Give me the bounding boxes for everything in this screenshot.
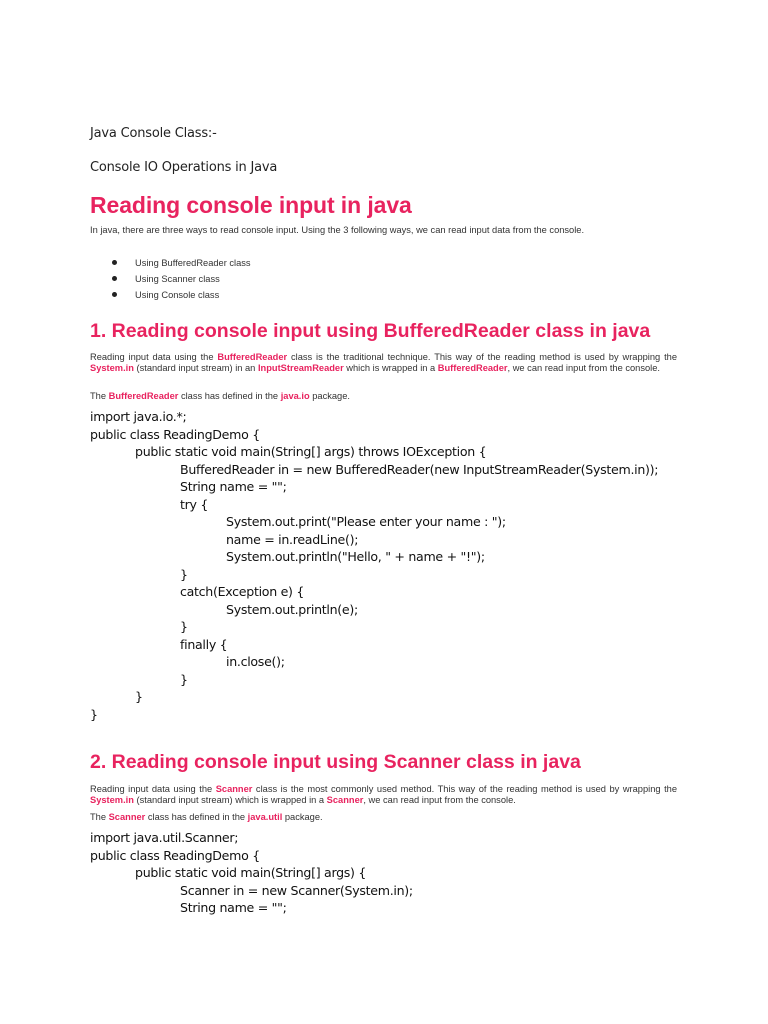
code-line: System.out.println("Hello, " + name + "!"); bbox=[226, 549, 485, 564]
code-line: try { bbox=[180, 497, 209, 512]
list-item: Using BufferedReader class bbox=[135, 258, 251, 268]
code-line: finally { bbox=[180, 637, 228, 652]
code-line: name = in.readLine(); bbox=[226, 532, 359, 547]
code-line: String name = ""; bbox=[180, 479, 287, 494]
paragraph-text: (standard input stream) which is wrapped in a bbox=[133, 795, 327, 805]
note-text: The bbox=[90, 391, 109, 401]
code-line: String name = ""; bbox=[180, 900, 287, 915]
code-line: import java.util.Scanner; bbox=[90, 830, 239, 845]
section1-note bbox=[90, 391, 350, 402]
intro-paragraph: In java, there are three ways to read console input. Using the 3 following ways, we can read input data from the console. bbox=[90, 225, 585, 235]
bullet-dot-icon bbox=[112, 260, 117, 265]
main-heading: Reading console input in java bbox=[90, 192, 412, 218]
keyword-system-in: System.in bbox=[90, 795, 134, 805]
keyword-scanner: Scanner bbox=[108, 812, 146, 822]
code-line: System.out.println(e); bbox=[226, 602, 358, 617]
keyword-bufferedreader: BufferedReader bbox=[437, 363, 508, 373]
note-text: package. bbox=[309, 391, 350, 401]
code-line: BufferedReader in = new BufferedReader(new InputStreamReader(System.in)); bbox=[180, 462, 659, 477]
paragraph-text: Reading input data using the bbox=[90, 352, 218, 362]
code-line: import java.io.*; bbox=[90, 409, 187, 424]
code-line: } bbox=[180, 567, 188, 582]
paragraph-text: class is the most commonly used method. This way of the reading method is used by wrapping the bbox=[252, 784, 678, 794]
keyword-scanner: Scanner bbox=[215, 784, 253, 794]
code-line: } bbox=[180, 672, 188, 687]
doc-title-line: Java Console Class:- bbox=[90, 126, 217, 141]
keyword-bufferedreader: BufferedReader bbox=[217, 352, 288, 362]
paragraph-text: (standard input stream) in an bbox=[133, 363, 258, 373]
code-line: public static void main(String[] args) { bbox=[135, 865, 367, 880]
code-line: } bbox=[180, 619, 188, 634]
keyword-scanner: Scanner bbox=[326, 795, 364, 805]
section2-note bbox=[90, 812, 323, 823]
paragraph-text: , we can read input from the console. bbox=[507, 363, 660, 373]
code-line: } bbox=[90, 707, 98, 722]
code-line: System.out.print("Please enter your name : "); bbox=[226, 514, 506, 529]
keyword-java-util: java.util bbox=[247, 812, 283, 822]
note-text: The bbox=[90, 812, 109, 822]
section2-heading: 2. Reading console input using Scanner class in java bbox=[90, 751, 581, 773]
paragraph-text: , we can read input from the console. bbox=[363, 795, 516, 805]
code-line: } bbox=[135, 689, 143, 704]
bullet-dot-icon bbox=[112, 276, 117, 281]
keyword-system-in: System.in bbox=[90, 363, 134, 373]
list-item: Using Console class bbox=[135, 290, 220, 300]
paragraph-text: class is the traditional technique. This way of the reading method is used by wrapping the bbox=[287, 352, 677, 362]
note-text: class has defined in the bbox=[178, 391, 281, 401]
list-item: Using Scanner class bbox=[135, 274, 220, 284]
code-line: Scanner in = new Scanner(System.in); bbox=[180, 883, 413, 898]
section1-heading: 1. Reading console input using BufferedReader class in java bbox=[90, 320, 651, 342]
section2-paragraph bbox=[90, 784, 677, 806]
note-text: package. bbox=[282, 812, 323, 822]
code-line: in.close(); bbox=[226, 654, 285, 669]
code-line: public class ReadingDemo { bbox=[90, 427, 260, 442]
paragraph-text: which is wrapped in a bbox=[343, 363, 438, 373]
code-line: catch(Exception e) { bbox=[180, 584, 305, 599]
paragraph-text: Reading input data using the bbox=[90, 784, 216, 794]
keyword-inputstreamreader: InputStreamReader bbox=[257, 363, 344, 373]
bullet-dot-icon bbox=[112, 292, 117, 297]
code-line: public static void main(String[] args) throws IOException { bbox=[135, 444, 487, 459]
keyword-bufferedreader: BufferedReader bbox=[108, 391, 179, 401]
code-line: public class ReadingDemo { bbox=[90, 848, 260, 863]
keyword-java-io: java.io bbox=[280, 391, 310, 401]
section1-paragraph bbox=[90, 352, 677, 374]
doc-subtitle-line: Console IO Operations in Java bbox=[90, 160, 278, 175]
note-text: class has defined in the bbox=[145, 812, 248, 822]
